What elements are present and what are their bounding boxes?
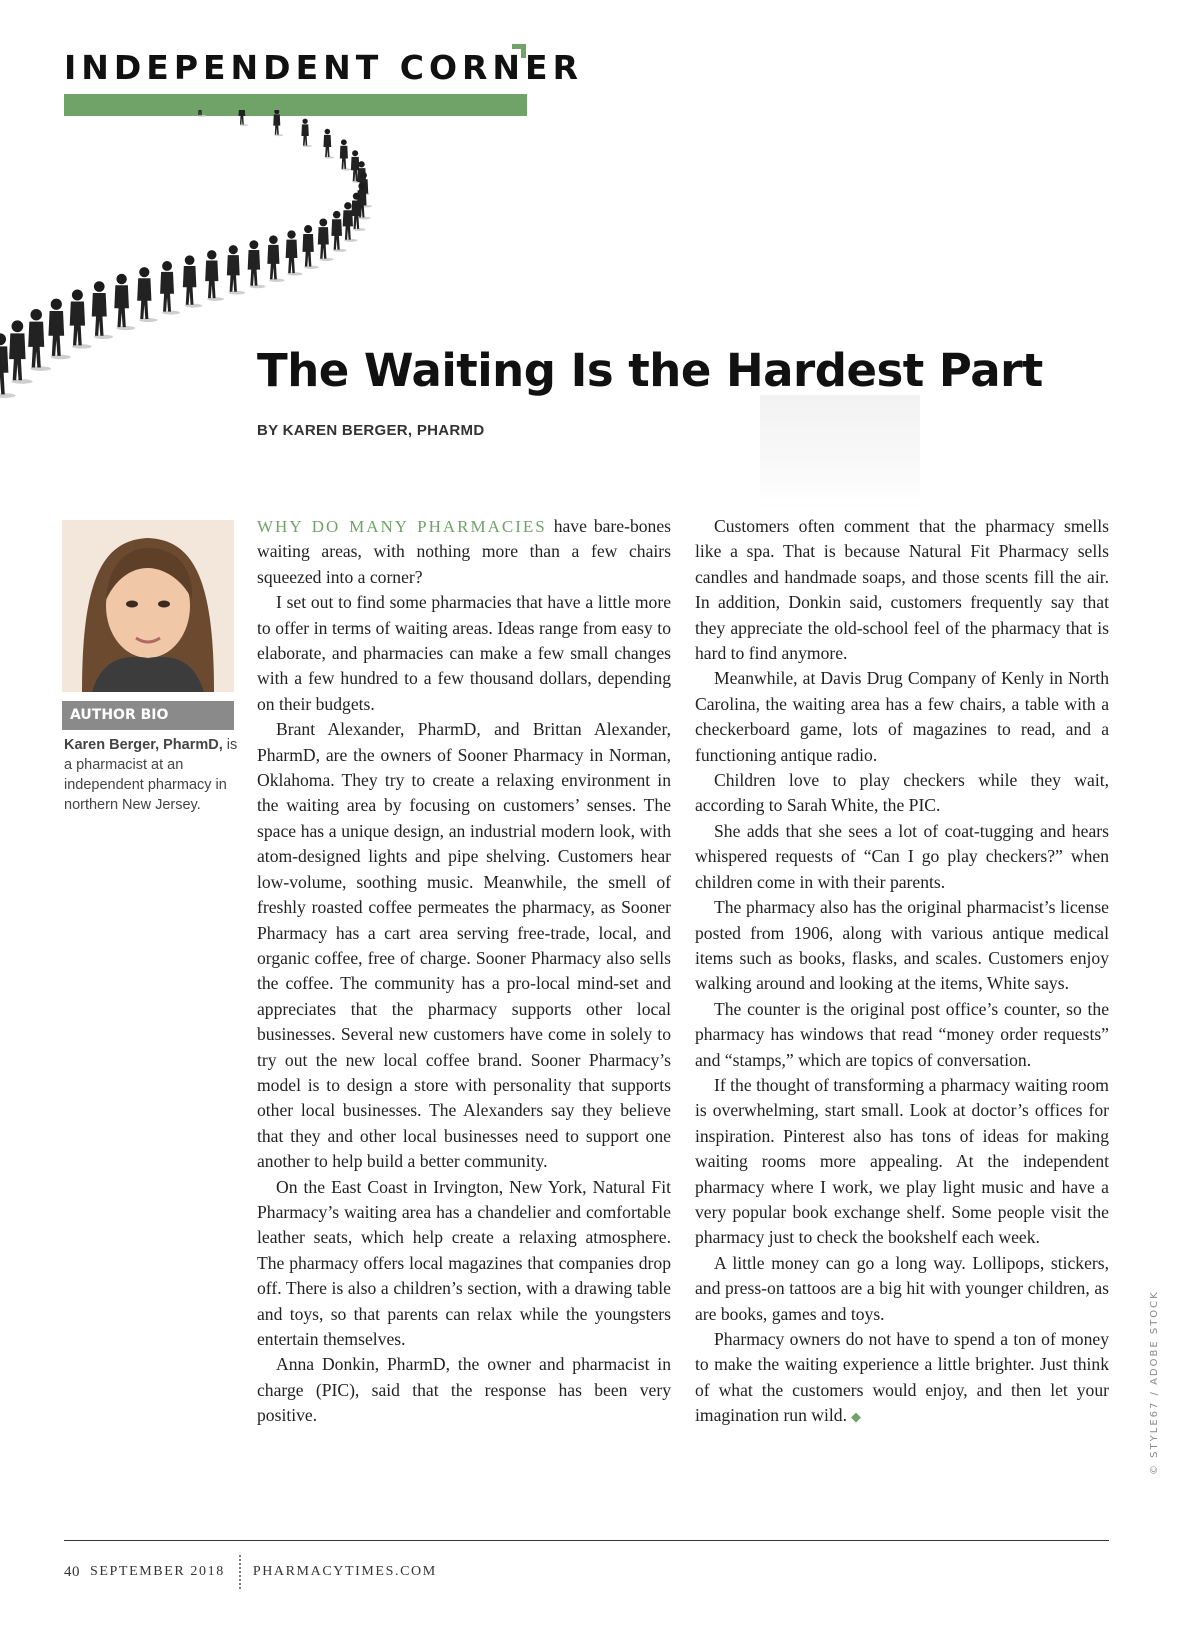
paragraph: A little money can go a long way. Lollipops, stickers, and press-on tattoos are a big hit with younger children, as are books, games and toys. (695, 1252, 1109, 1324)
photo-credit: © STYLE67 / ADOBE STOCK (1149, 1290, 1160, 1475)
website: PHARMACYTIMES.COM (252, 1564, 437, 1579)
background-fade (760, 395, 920, 510)
paragraph: If the thought of transforming a pharmacy waiting room is overwhelming, start small. Look at doctor’s offices for inspiration. Pinterest also has tons of ideas for making waiting rooms more appealing. At the independent pharmacy where I work, we play light music and have a very popular book exchange shelf. Some people visit the pharmacy just to check the bookshelf each week. (695, 1074, 1109, 1248)
queue-person (301, 119, 312, 147)
body-column-right (695, 514, 1109, 1430)
page-number: 40 (64, 1563, 80, 1580)
queue-person (160, 261, 180, 315)
queue-person (227, 245, 245, 294)
end-mark-icon: ◆ (850, 1409, 861, 1425)
paragraph: She adds that she sees a lot of coat-tugging and hears whispered requests of “Can I go play checkers?” when children come in with their parents. (695, 820, 1109, 892)
author-photo (62, 520, 234, 692)
page-footer (64, 1555, 437, 1589)
paragraph: Brant Alexander, PharmD, and Brittan Alexander, PharmD, are the owners of Sooner Pharmacy in Norman, Oklahoma. They try to create a relaxing environment in the waiting area by focusing on customers’ senses. The space has a unique design, an industrial modern look, with atom-designed lights and pipe shelving. Customers hear low-volume, soothing music. Meanwhile, the smell of freshly roasted coffee permeates the pharmacy, as Sooner Pharmacy has a cart area serving free-trade, local, and organic coffee, free of charge. Sooner Pharmacy also sells the coffee. The community has a pro-local mind-set and appreciates that the pharmacy supports other local businesses. Several new customers have come in solely to try out the new local coffee brand. Sooner Pharmacy’s model is to design a store with personality that supports other local businesses. The Alexanders say they believe that they and other local businesses need to support one another to help build a better community. (257, 719, 671, 1172)
queue-person (197, 110, 206, 117)
queue-person (205, 250, 224, 301)
article-title: The Waiting Is the Hardest Part (257, 344, 1043, 397)
section-heading: INDEPENDENT CORNER (64, 48, 583, 87)
queue-person (92, 281, 113, 339)
queue-person (48, 299, 70, 360)
footer-separator (239, 1555, 241, 1589)
queue-person (267, 235, 284, 282)
issue-date: SEPTEMBER 2018 (90, 1564, 225, 1579)
author-name: Karen Berger, PharmD, (64, 737, 223, 753)
paragraph: Children love to play checkers while they wait, according to Sarah White, the PIC. (695, 770, 1109, 816)
paragraph: The counter is the original post office’s counter, so the pharmacy has windows that read “money order requests” and “stamps,” which are topics of conversation. (695, 998, 1109, 1070)
queue-person (340, 139, 352, 170)
queue-person (286, 230, 303, 275)
queue-person (302, 225, 318, 269)
author-description: is a pharmacist at an independent pharmacy in northern New Jersey. (64, 737, 238, 813)
heading-corner-mark (512, 44, 526, 58)
paragraph: Customers often comment that the pharmacy smells like a spa. That is because Natural Fit Pharmacy sells candles and handmade soaps, and those scents fill the air. In addition, Donkin said, customers frequently say that they appreciate the old-school feel of the pharmacy that is hard to find anymore. (695, 516, 1109, 664)
queue-person (318, 219, 334, 261)
paragraph: On the East Coast in Irvington, New York, Natural Fit Pharmacy’s waiting area has a chandelier and comfortable leather seats, which help create a relaxing atmosphere. The pharmacy offers local magazines that companies drop off. There is also a children’s section, with a drawing table and toys, so that parents can relax while the youngsters entertain themselves. (257, 1176, 671, 1349)
author-bio-label: AUTHOR BIO (62, 701, 234, 730)
queue-person (183, 255, 202, 307)
queue-person (248, 240, 266, 288)
queue-person (323, 129, 334, 159)
byline: BY KAREN BERGER, PHARMD (257, 422, 485, 439)
author-bio-text (64, 735, 239, 815)
paragraph: Anna Donkin, PharmD, the owner and pharmacist in charge (PIC), said that the response has been very positive. (257, 1354, 671, 1426)
paragraph: Pharmacy owners do not have to spend a ton of money to make the waiting experience a little brighter. Just think of what the customers would enjoy, and then let your imagination run wild. ◆ (695, 1329, 1109, 1426)
queue-person (137, 267, 157, 322)
paragraph: The pharmacy also has the original pharmacist’s license posted from 1906, along with various antique medical items such as books, flasks, and scales. Customers enjoy walking around and looking at the items, White says. (695, 897, 1109, 994)
footer-rule (64, 1540, 1109, 1541)
body-column-left (257, 514, 671, 1429)
queue-person (273, 110, 283, 136)
queue-person (114, 274, 135, 330)
paragraph: WHY DO MANY PHARMACIES have bare-bones waiting areas, with nothing more than a few chairs squeezed into a corner? (257, 516, 672, 587)
queue-person (239, 110, 249, 126)
queue-person (28, 309, 51, 371)
lead-in: WHY DO MANY PHARMACIES (257, 517, 547, 536)
paragraph: I set out to find some pharmacies that have a little more to offer in terms of waiting areas. Ideas range from easy to elaborate, and pharmacies can make a few small changes with a few hundred to a few thousand dollars, depending on their budgets. (257, 592, 671, 714)
queue-person (70, 289, 92, 348)
paragraph: Meanwhile, at Davis Drug Company of Kenly in North Carolina, the waiting area has a few chairs, a table with a checkerboard game, lots of magazines to read, and a functioning antique radio. (695, 668, 1109, 765)
